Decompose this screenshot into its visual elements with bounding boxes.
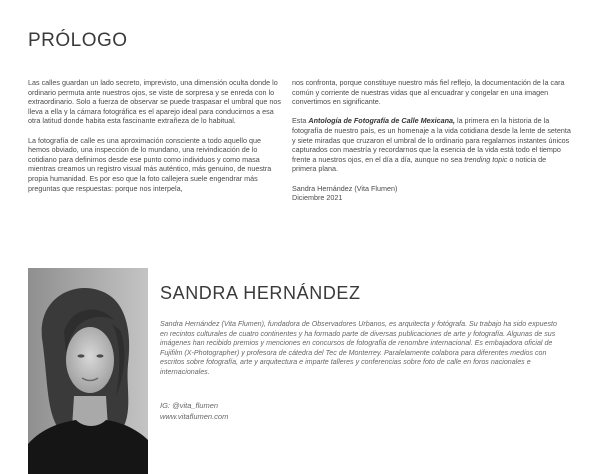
prologue-paragraph: nos confronta, porque constituye nuestro más fiel reflejo, la documentación de la cara común y corriente de nuestras vidas que al encuadrar y congelar en una imagen convertimos en significante.	[292, 78, 565, 107]
prologue-paragraph: La fotografía de calle es una aproximación consciente a todo aquello que hemos obviado, una inspección de lo mundano, una reivindicación de lo cotidiano para definirnos desde ese punto como individuos y como masa mientras creamos un registro visual más auténtico, más genuino, de nuestra propia humanidad. Es por eso que la foto callejera suele engendrar más preguntas que respuestas: porque nos interpela,	[28, 135, 272, 193]
text-span: Esta	[292, 116, 309, 126]
author-bio: Sandra Hernández (Vita Flumen), fundadora de Observadores Urbanos, es arquitecta y fotógrafa. Su trabajo ha sido expuesto en recintos culturales de cuatro continentes y ha formado parte de diversas publicaciones de arte y fotografía. Algunas de sus imágenes han recibido premios y menciones en concursos de fotografía de renombre internacional. Es embajadora oficial de Fujifilm (X-Photographer) y profesora de cátedra del Tec de Monterrey. Paralelamente colabora para diferentes medios con escritos sobre fotografía, arte y arquitectura e imparte talleres y conferencias sobre foto de calle en foros nacionales e internacionales.	[160, 320, 557, 376]
page-title: PRÓLOGO	[28, 30, 128, 51]
text-span: la primera en la historia de la fotografía de nuestro país, es un homenaje a la vida cotidiana desde la lente de setenta y siete miradas que cruzaron el umbral de lo ordinario para regalarnos instantes únicos capturados con maestría y recordarnos que la esencia de la vida está todo el tiempo frente a nuestros ojos, en el día a día, aunque no sea	[292, 116, 571, 164]
prologue-paragraph	[292, 116, 572, 174]
website-link[interactable]: www.vitaflumen.com	[160, 412, 229, 421]
author-portrait-photo	[28, 268, 148, 474]
anthology-title: Antología de Fotografía de Calle Mexicana,	[308, 116, 455, 126]
portrait-illustration	[28, 268, 148, 474]
trending-topic-term: trending topic	[464, 154, 508, 164]
instagram-handle[interactable]: IG: @vita_flumen	[160, 401, 219, 410]
text-span: o noticia de primera plana.	[292, 154, 547, 174]
author-name: SANDRA HERNÁNDEZ	[160, 283, 361, 303]
prologue-paragraph: Las calles guardan un lado secreto, imprevisto, una dimensión oculta donde lo ordinario permuta ante nuestros ojos, se viste de sorpresa y se enreda con lo extraordinario. Solo a fuerza de observar se puede traspasar el umbral que nos lleva a ella y la cámara fotográfica es el aparejo ideal para conducirnos a esa otra latitud donde habita esta fascinante extrañeza de lo habitual.	[28, 78, 281, 126]
author-contact	[160, 400, 228, 422]
signature-name: Sandra Hernández (Vita Flumen)	[292, 183, 398, 193]
signature-date: Diciembre 2021	[292, 193, 343, 203]
prologue-column-left	[28, 78, 282, 203]
prologue-column-right	[292, 78, 572, 203]
